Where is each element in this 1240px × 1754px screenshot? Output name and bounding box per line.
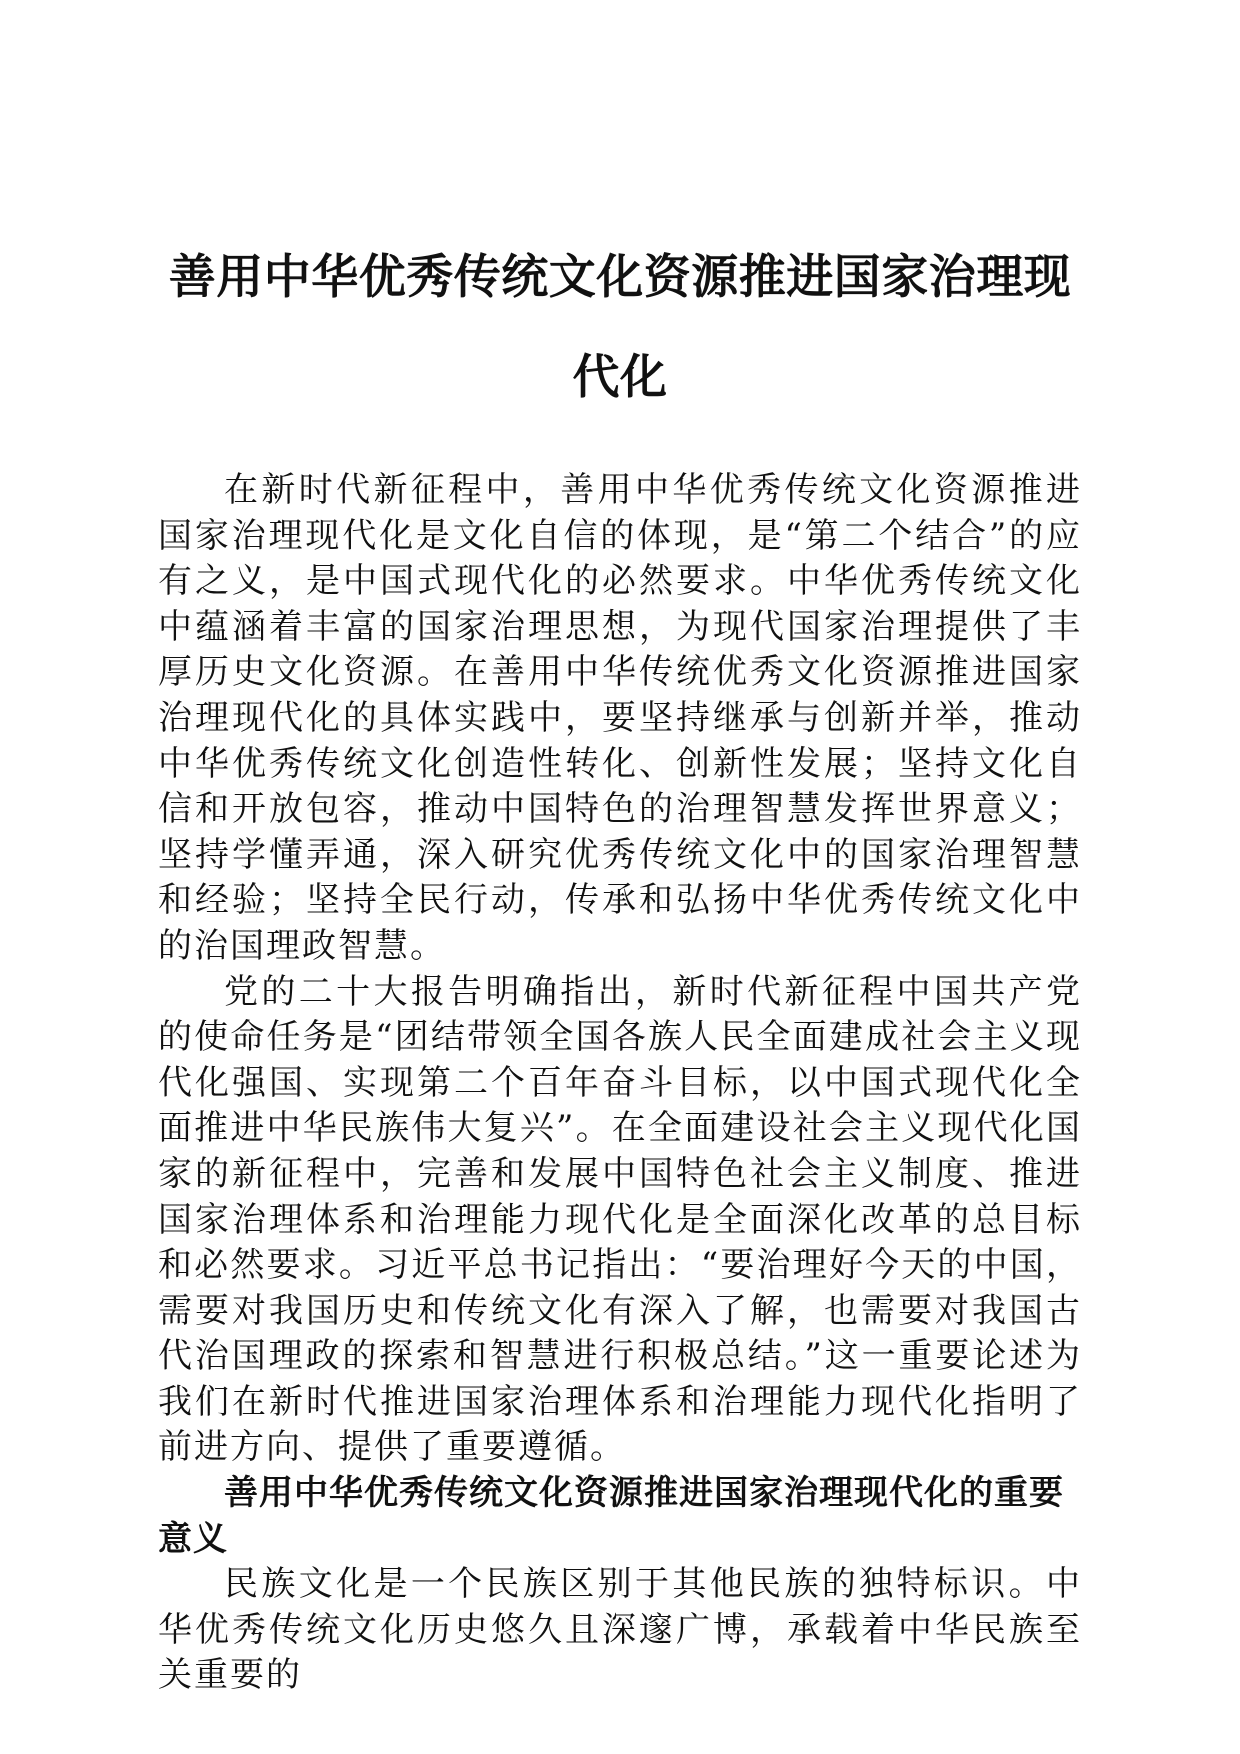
paragraph-national-culture: 民族文化是一个民族区别于其他民族的独特标识。中华优秀传统文化历史悠久且深邃广博，承载着中华民族至关重要的 [158, 1564, 1082, 1696]
paragraph-intro: 在新时代新征程中，善用中华优秀传统文化资源推进国家治理现代化是文化自信的体现，是“第二个结合”的应有之义，是中国式现代化的必然要求。中华优秀传统文化中蕴涵着丰富的国家治理思想，为现代国家治理提供了丰厚历史文化资源。在善用中华传统优秀文化资源推进国家治理现代化的具体实践中，要坚持继承与创新并举，推动中华优秀传统文化创造性转化、创新性发展；坚持文化自信和开放包容，推动中国特色的治理智慧发挥世界意义；坚持学懂弄通，深入研究优秀传统文化中的国家治理智慧和经验；坚持全民行动，传承和弘扬中华优秀传统文化中的治国理政智慧。 [158, 470, 1082, 966]
section-heading: 善用中华优秀传统文化资源推进国家治理现代化的重要意义 [158, 1473, 1064, 1559]
document-title: 善用中华优秀传统文化资源推进国家治理现代化 [168, 250, 1072, 405]
paragraph-party-congress: 党的二十大报告明确指出，新时代新征程中国共产党的使命任务是“团结带领全国各族人民全面建成社会主义现代化强国、实现第二个百年奋斗目标，以中国式现代化全面推进中华民族伟大复兴”。在全面建设社会主义现代化国家的新征程中，完善和发展中国特色社会主义制度、推进国家治理体系和治理能力现代化是全面深化改革的总目标和必然要求。习近平总书记指出：“要治理好今天的中国，需要对我国历史和传统文化有深入了解，也需要对我国古代治国理政的探索和智慧进行积极总结。”这一重要论述为我们在新时代推进国家治理体系和治理能力现代化指明了前进方向、提供了重要遵循。 [158, 971, 1082, 1468]
document-body [158, 468, 1082, 1699]
